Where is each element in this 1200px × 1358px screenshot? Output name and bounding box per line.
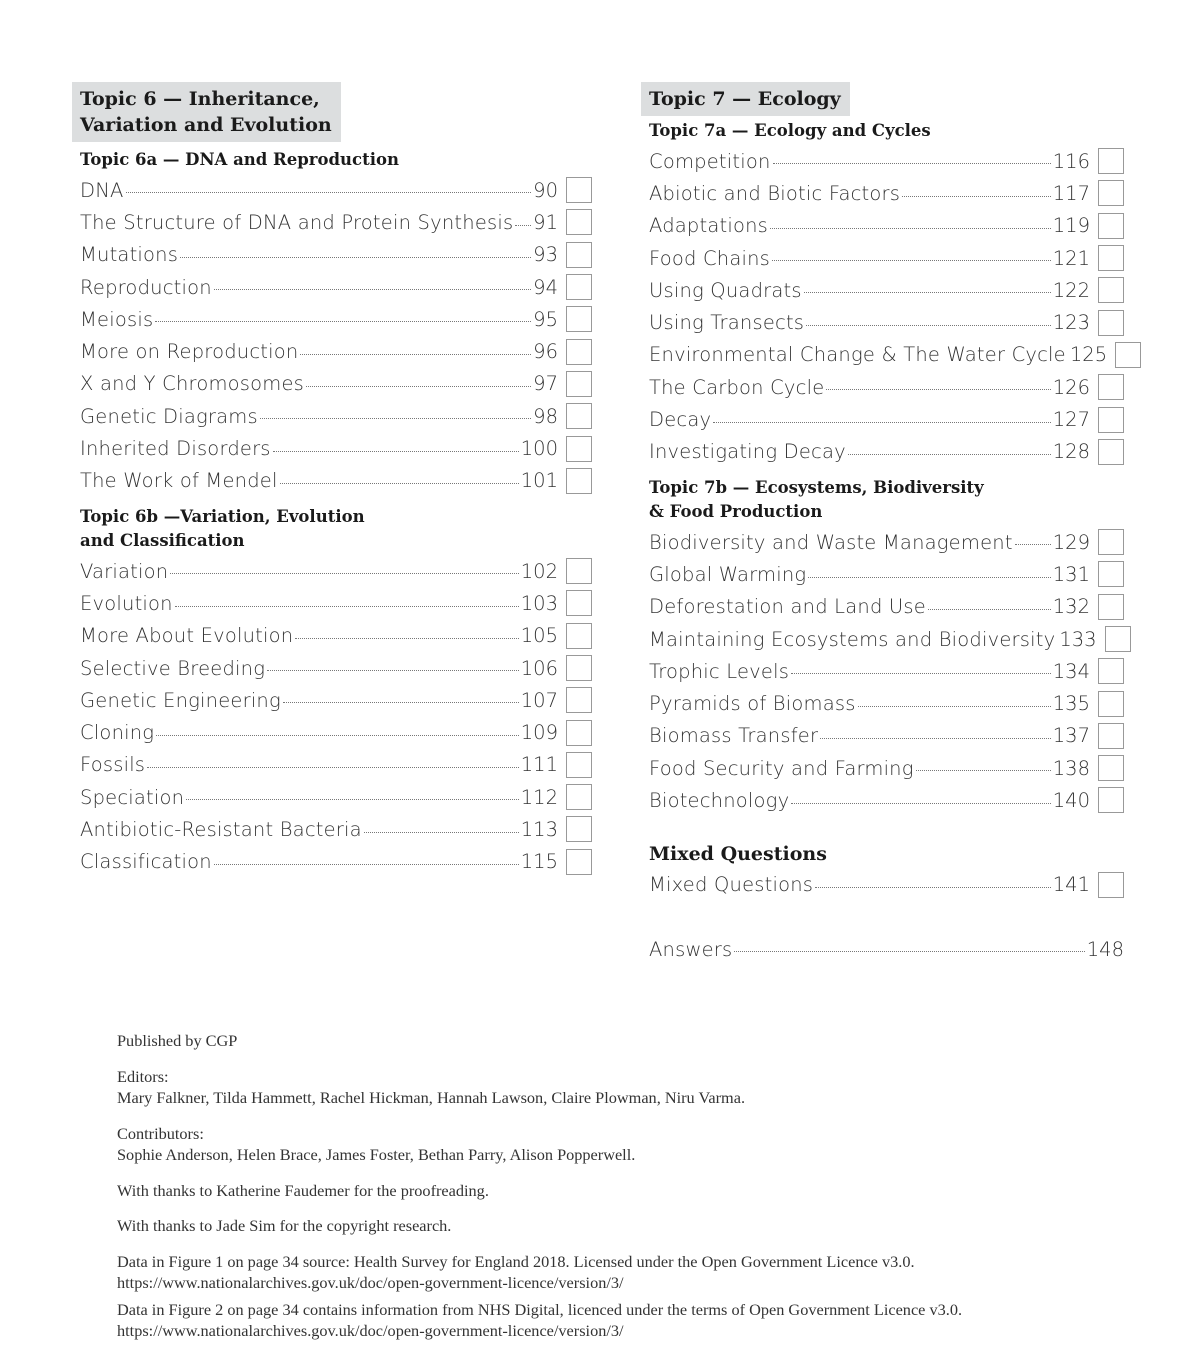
- entry-title: The Structure of DNA and Protein Synthesis: [80, 210, 514, 234]
- editors: Mary Falkner, Tilda Hammett, Rachel Hickman, Hannah Lawson, Claire Plowman, Niru Varma.: [117, 1088, 746, 1107]
- entry-page: 109: [520, 721, 558, 745]
- dot-leader: [260, 417, 531, 419]
- entry-title: Evolution: [80, 591, 173, 615]
- progress-checkbox[interactable]: [1098, 407, 1124, 433]
- entry-page: 125: [1069, 343, 1108, 367]
- dot-leader: [772, 259, 1051, 261]
- entry-title: Mutations: [80, 243, 179, 267]
- entry-title: More on Reproduction: [80, 340, 299, 364]
- dot-leader: [267, 669, 519, 671]
- entry-page: 107: [520, 688, 558, 712]
- dot-leader: [283, 701, 519, 703]
- progress-checkbox[interactable]: [566, 558, 592, 584]
- entry-page: 112: [520, 785, 558, 809]
- progress-checkbox[interactable]: [566, 784, 592, 810]
- entry-page: 102: [520, 559, 558, 583]
- progress-checkbox[interactable]: [566, 403, 592, 429]
- dot-leader: [858, 705, 1051, 707]
- mixed-questions-list: [641, 869, 1124, 901]
- entry-page: 111: [520, 753, 558, 777]
- entry-page: 122: [1052, 278, 1090, 302]
- entry-title: Fossils: [80, 753, 146, 777]
- entry-title: The Work of Mendel: [80, 469, 278, 493]
- toc-entry[interactable]: [649, 869, 1124, 901]
- progress-checkbox[interactable]: [566, 655, 592, 681]
- progress-checkbox[interactable]: [1098, 213, 1124, 239]
- topic-6a-heading: Topic 6a — DNA and Reproduction: [80, 150, 399, 169]
- entry-title: Deforestation and Land Use: [649, 595, 926, 619]
- progress-checkbox[interactable]: [566, 720, 592, 746]
- toc-entry[interactable]: [649, 242, 1124, 274]
- entry-page: 141: [1052, 873, 1090, 897]
- entry-page: 131: [1052, 562, 1090, 586]
- dot-leader: [815, 886, 1051, 888]
- dot-leader: [734, 950, 1084, 952]
- entry-page: 119: [1052, 214, 1090, 238]
- entry-title: Biodiversity and Waste Management: [649, 530, 1013, 554]
- toc-entry[interactable]: [80, 813, 592, 845]
- entry-title: Mixed Questions: [649, 873, 814, 897]
- entry-page: 137: [1052, 724, 1090, 748]
- entry-title: Pyramids of Biomass: [649, 692, 856, 716]
- dot-leader: [791, 802, 1050, 804]
- dot-leader: [515, 224, 531, 226]
- progress-checkbox[interactable]: [566, 752, 592, 778]
- topic-7b-list: [641, 526, 1124, 817]
- progress-checkbox[interactable]: [1098, 723, 1124, 749]
- entry-page: 115: [520, 850, 558, 874]
- progress-checkbox[interactable]: [566, 816, 592, 842]
- dot-leader: [804, 291, 1051, 293]
- toc-entry[interactable]: [649, 526, 1124, 558]
- entry-page: 97: [533, 372, 558, 396]
- entry-title: Reproduction: [80, 275, 212, 299]
- toc-entry[interactable]: [649, 145, 1124, 177]
- dot-leader: [280, 482, 519, 484]
- toc-entry[interactable]: [80, 587, 592, 619]
- credits: [117, 1030, 1117, 1347]
- toc-entry[interactable]: [649, 687, 1124, 719]
- toc-entry[interactable]: [80, 846, 592, 878]
- toc-entry[interactable]: [649, 339, 1124, 371]
- progress-checkbox[interactable]: [566, 590, 592, 616]
- entry-page: 103: [520, 591, 558, 615]
- dot-leader: [300, 353, 531, 355]
- topic-7b-heading-line1: Topic 7b — Ecosystems, Biodiversity: [649, 477, 984, 497]
- toc-entry[interactable]: [649, 558, 1124, 590]
- toc-entry[interactable]: [80, 432, 592, 464]
- progress-checkbox[interactable]: [1098, 277, 1124, 303]
- editors-label: Editors:: [117, 1066, 169, 1086]
- entry-title: Competition: [649, 149, 771, 173]
- dot-leader: [175, 605, 519, 607]
- dot-leader: [155, 320, 531, 322]
- entry-title: Trophic Levels: [649, 659, 790, 683]
- thanks-proofreading: With thanks to Katherine Faudemer for the proofreading.: [117, 1180, 489, 1200]
- dot-leader: [848, 453, 1051, 455]
- progress-checkbox[interactable]: [566, 436, 592, 462]
- progress-checkbox[interactable]: [1098, 755, 1124, 781]
- entry-title: Decay: [649, 408, 712, 432]
- dot-leader: [773, 162, 1051, 164]
- entry-page: 113: [520, 817, 558, 841]
- entry-title: X and Y Chromosomes: [80, 372, 305, 396]
- toc-entry[interactable]: [649, 306, 1124, 338]
- entry-title: Inherited Disorders: [80, 437, 271, 461]
- dot-leader: [156, 734, 519, 736]
- mixed-questions-heading: Mixed Questions: [649, 842, 827, 865]
- entry-page: 140: [1052, 788, 1090, 812]
- entry-title: More About Evolution: [80, 624, 294, 648]
- dot-leader: [902, 195, 1051, 197]
- entry-title: Classification: [80, 850, 212, 874]
- entry-title: Global Warming: [649, 562, 807, 586]
- dot-leader: [713, 421, 1051, 423]
- entry-page: 117: [1052, 181, 1090, 205]
- progress-checkbox[interactable]: [1098, 872, 1124, 898]
- entry-title: Cloning: [80, 721, 155, 745]
- entry-title: Maintaining Ecosystems and Biodiversity: [649, 627, 1056, 651]
- topic-7b-heading: [649, 476, 1124, 524]
- toc-entry[interactable]: [80, 716, 592, 748]
- toc-entry[interactable]: [649, 623, 1124, 655]
- toc-entry[interactable]: [649, 436, 1124, 468]
- progress-checkbox[interactable]: [566, 274, 592, 300]
- toc-entry[interactable]: [649, 752, 1124, 784]
- topic-7-column: [641, 82, 1124, 965]
- dot-leader: [180, 256, 531, 258]
- dot-leader: [791, 672, 1051, 674]
- data-source-2-url[interactable]: https://www.nationalarchives.gov.uk/doc/open-government-licence/version/3/: [117, 1321, 624, 1340]
- topic-7a-list: [641, 145, 1124, 468]
- entry-title: Answers: [649, 937, 733, 961]
- entry-title: Selective Breeding: [80, 656, 266, 680]
- progress-checkbox[interactable]: [566, 623, 592, 649]
- progress-checkbox[interactable]: [566, 687, 592, 713]
- entry-title: Genetic Engineering: [80, 688, 281, 712]
- dot-leader: [295, 637, 518, 639]
- topic-6-heading: [72, 82, 341, 142]
- dot-leader: [808, 576, 1050, 578]
- toc-entry[interactable]: [649, 591, 1124, 623]
- dot-leader: [826, 388, 1050, 390]
- progress-checkbox[interactable]: [1098, 180, 1124, 206]
- progress-checkbox[interactable]: [1115, 342, 1141, 368]
- toc-entry[interactable]: [80, 271, 592, 303]
- entry-page: 126: [1052, 375, 1090, 399]
- toc-entry[interactable]: [80, 368, 592, 400]
- progress-checkbox[interactable]: [566, 209, 592, 235]
- topic-7b-heading-line2: & Food Production: [649, 501, 823, 521]
- progress-checkbox[interactable]: [1098, 658, 1124, 684]
- entry-title: Abiotic and Biotic Factors: [649, 181, 901, 205]
- entry-page: 138: [1052, 756, 1090, 780]
- contributors: Sophie Anderson, Helen Brace, James Foster, Bethan Parry, Alison Popperwell.: [117, 1145, 636, 1164]
- entry-title: DNA: [80, 178, 124, 202]
- published-by: Published by CGP: [117, 1031, 238, 1050]
- entry-page: 96: [533, 340, 558, 364]
- progress-checkbox[interactable]: [566, 339, 592, 365]
- entry-page: 128: [1052, 440, 1090, 464]
- toc-entry[interactable]: [649, 371, 1124, 403]
- entry-title: Investigating Decay: [649, 440, 846, 464]
- progress-checkbox[interactable]: [1098, 148, 1124, 174]
- dot-leader: [186, 798, 519, 800]
- entry-title: Antibiotic-Resistant Bacteria: [80, 817, 362, 841]
- entry-page: 148: [1086, 937, 1124, 961]
- progress-checkbox[interactable]: [566, 242, 592, 268]
- dot-leader: [170, 572, 518, 574]
- answers-entry[interactable]: [649, 933, 1124, 965]
- entry-page: 101: [520, 469, 558, 493]
- toc-entry[interactable]: [80, 555, 592, 587]
- topic-6-column: [72, 82, 592, 878]
- toc-entry[interactable]: [80, 465, 592, 497]
- topic-6b-heading: [80, 505, 592, 553]
- progress-checkbox[interactable]: [1098, 787, 1124, 813]
- entry-title: Using Quadrats: [649, 278, 802, 302]
- dot-leader: [126, 191, 532, 193]
- entry-title: Using Transects: [649, 311, 805, 335]
- entry-page: 132: [1052, 595, 1090, 619]
- progress-checkbox[interactable]: [566, 849, 592, 875]
- entry-title: Biomass Transfer: [649, 724, 819, 748]
- entry-page: 121: [1052, 246, 1090, 270]
- progress-checkbox[interactable]: [566, 306, 592, 332]
- topic-6-heading-line2: Variation and Evolution: [80, 114, 332, 136]
- entry-title: Genetic Diagrams: [80, 404, 258, 428]
- entry-page: 94: [533, 275, 558, 299]
- toc-entry[interactable]: [80, 335, 592, 367]
- toc-entry[interactable]: [80, 239, 592, 271]
- entry-page: 106: [520, 656, 558, 680]
- entry-page: 134: [1052, 659, 1090, 683]
- toc-entry[interactable]: [649, 274, 1124, 306]
- entry-page: 98: [533, 404, 558, 428]
- toc-entry[interactable]: [80, 206, 592, 238]
- toc-entry[interactable]: [649, 403, 1124, 435]
- topic-6a-list: [72, 174, 592, 497]
- contributors-label: Contributors:: [117, 1123, 204, 1143]
- entry-title: Food Security and Farming: [649, 756, 914, 780]
- topic-6b-list: [72, 555, 592, 878]
- progress-checkbox[interactable]: [1098, 245, 1124, 271]
- toc-entry[interactable]: [80, 303, 592, 335]
- entry-title: Speciation: [80, 785, 185, 809]
- entry-page: 100: [520, 437, 558, 461]
- entry-title: Variation: [80, 559, 169, 583]
- progress-checkbox[interactable]: [1098, 374, 1124, 400]
- progress-checkbox[interactable]: [1098, 529, 1124, 555]
- progress-checkbox[interactable]: [1098, 439, 1124, 465]
- toc-entry[interactable]: [649, 655, 1124, 687]
- progress-checkbox[interactable]: [566, 177, 592, 203]
- progress-checkbox[interactable]: [566, 371, 592, 397]
- toc-entry[interactable]: [80, 174, 592, 206]
- data-source-2: Data in Figure 2 on page 34 contains information from NHS Digital, licenced under the terms of Open Government Licence v3.0.: [117, 1299, 963, 1319]
- dot-leader: [1015, 543, 1051, 545]
- entry-page: 133: [1059, 627, 1097, 651]
- entry-page: 129: [1052, 530, 1090, 554]
- dot-leader: [214, 288, 531, 290]
- toc-entry[interactable]: [649, 784, 1124, 816]
- entry-title: Adaptations: [649, 214, 769, 238]
- entry-page: 90: [533, 178, 558, 202]
- entry-title: Biotechnology: [649, 788, 790, 812]
- entry-title: Meiosis: [80, 307, 154, 331]
- toc-entry[interactable]: [80, 400, 592, 432]
- thanks-copyright: With thanks to Jade Sim for the copyright research.: [117, 1216, 452, 1235]
- dot-leader: [147, 766, 519, 768]
- topic-7a-heading: Topic 7a — Ecology and Cycles: [649, 121, 931, 140]
- progress-checkbox[interactable]: [1098, 310, 1124, 336]
- data-source-1-url[interactable]: https://www.nationalarchives.gov.uk/doc/open-government-licence/version/3/: [117, 1273, 624, 1292]
- dot-leader: [806, 324, 1051, 326]
- dot-leader: [820, 737, 1051, 739]
- toc-entry[interactable]: [80, 620, 592, 652]
- topic-7-heading: Topic 7 — Ecology: [641, 82, 850, 116]
- dot-leader: [273, 450, 519, 452]
- progress-checkbox[interactable]: [1098, 691, 1124, 717]
- toc-entry[interactable]: [649, 210, 1124, 242]
- entry-page: 91: [533, 210, 558, 234]
- progress-checkbox[interactable]: [1098, 594, 1124, 620]
- entry-title: Environmental Change & The Water Cycle: [649, 343, 1066, 367]
- toc-entry[interactable]: [80, 684, 592, 716]
- dot-leader: [214, 863, 519, 865]
- topic-6b-heading-line1: Topic 6b —Variation, Evolution: [80, 506, 365, 526]
- entry-page: 95: [533, 307, 558, 331]
- entry-page: 135: [1052, 692, 1090, 716]
- entry-title: Food Chains: [649, 246, 771, 270]
- entry-page: 127: [1052, 408, 1090, 432]
- data-source-1: Data in Figure 1 on page 34 source: Health Survey for England 2018. Licensed under the Open Government Licence v3.0.: [117, 1251, 915, 1271]
- progress-checkbox[interactable]: [566, 468, 592, 494]
- topic-6b-heading-line2: and Classification: [80, 530, 245, 550]
- progress-checkbox[interactable]: [1105, 626, 1131, 652]
- toc-entry[interactable]: [649, 177, 1124, 209]
- dot-leader: [916, 769, 1051, 771]
- toc-entry[interactable]: [80, 652, 592, 684]
- entry-page: 105: [520, 624, 558, 648]
- dot-leader: [770, 227, 1051, 229]
- dot-leader: [364, 831, 519, 833]
- toc-entry[interactable]: [80, 781, 592, 813]
- entry-page: 93: [533, 243, 558, 267]
- topic-6-heading-line1: Topic 6 — Inheritance,: [80, 88, 320, 110]
- progress-checkbox[interactable]: [1098, 561, 1124, 587]
- dot-leader: [306, 385, 531, 387]
- entry-page: 123: [1052, 311, 1090, 335]
- toc-entry[interactable]: [649, 720, 1124, 752]
- dot-leader: [928, 608, 1051, 610]
- entry-title: The Carbon Cycle: [649, 375, 825, 399]
- entry-page: 116: [1052, 149, 1090, 173]
- toc-entry[interactable]: [80, 749, 592, 781]
